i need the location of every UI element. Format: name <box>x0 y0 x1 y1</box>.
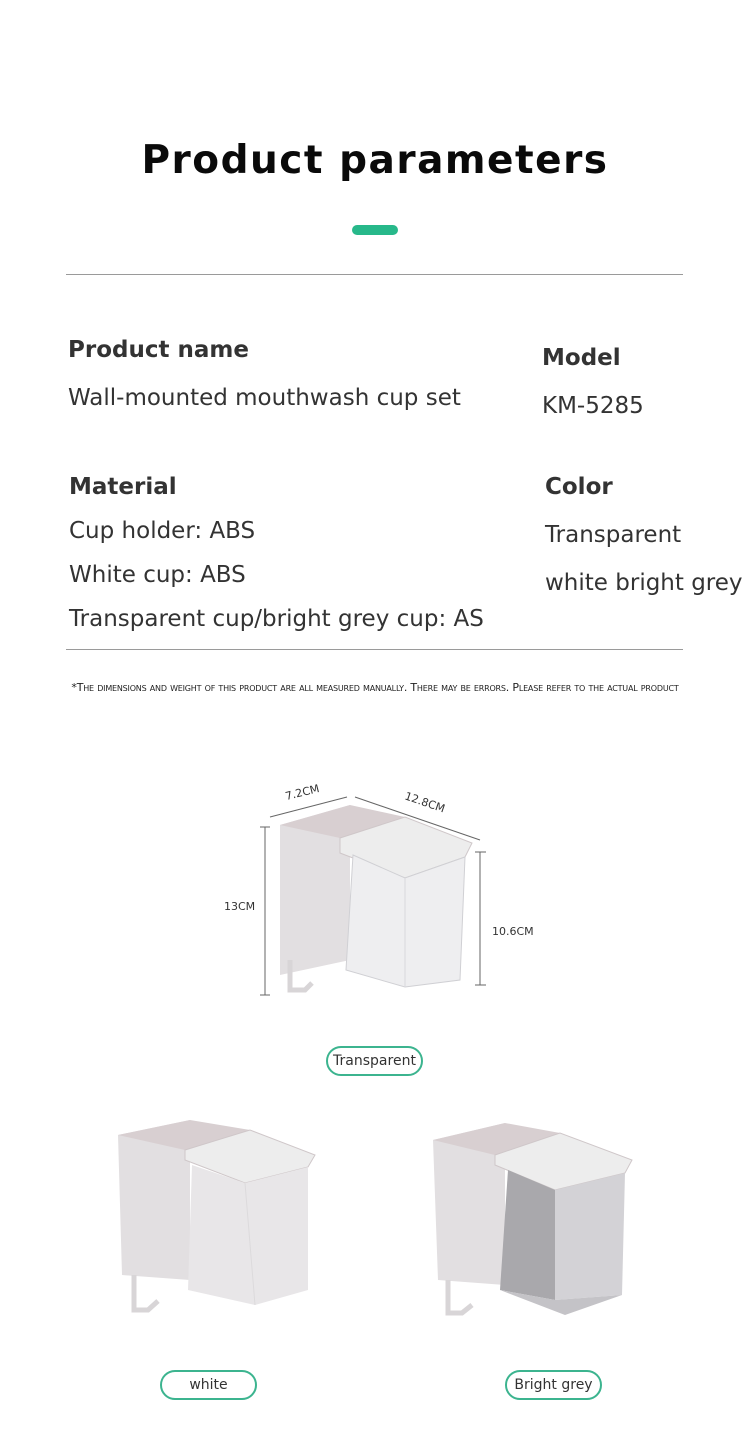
variant-transparent-label: Transparent <box>326 1046 423 1076</box>
cup-height-dimension: 10.6CM <box>492 925 534 938</box>
model-value: KM-5285 <box>542 393 644 419</box>
color-value-2: white bright grey <box>545 570 743 596</box>
variant-white-label: white <box>160 1370 257 1400</box>
top-divider <box>66 274 683 275</box>
color-label: Color <box>545 474 613 500</box>
material-value-2: White cup: ABS <box>69 562 246 588</box>
height-dimension: 13CM <box>224 900 256 913</box>
variant-bright-grey-label: Bright grey <box>505 1370 602 1400</box>
white-cup-holder-icon <box>110 1115 320 1315</box>
color-value-1: Transparent <box>545 522 682 548</box>
disclaimer-note: *The dimensions and weight of this product are all measured manually. There may be errors. Please refer to the actual product <box>71 681 679 694</box>
bright-grey-cup-holder-icon <box>430 1115 640 1325</box>
bright-grey-variant-image <box>430 1115 640 1325</box>
model-label: Model <box>542 345 621 371</box>
depth-dimension: 7.2CM <box>283 781 321 804</box>
cup-holder-diagram-image <box>210 775 550 1015</box>
bottom-divider <box>66 649 683 650</box>
product-name-value: Wall-mounted mouthwash cup set <box>68 385 461 411</box>
title-accent-bar <box>352 225 398 235</box>
material-value-1: Cup holder: ABS <box>69 518 256 544</box>
material-value-3: Transparent cup/bright grey cup: AS <box>69 606 484 632</box>
product-name-label: Product name <box>68 337 249 363</box>
white-variant-image <box>110 1115 320 1315</box>
page-title: Product parameters <box>141 138 609 183</box>
material-label: Material <box>69 474 177 500</box>
dimension-diagram <box>210 775 550 1015</box>
width-dimension: 12.8CM <box>403 789 447 816</box>
